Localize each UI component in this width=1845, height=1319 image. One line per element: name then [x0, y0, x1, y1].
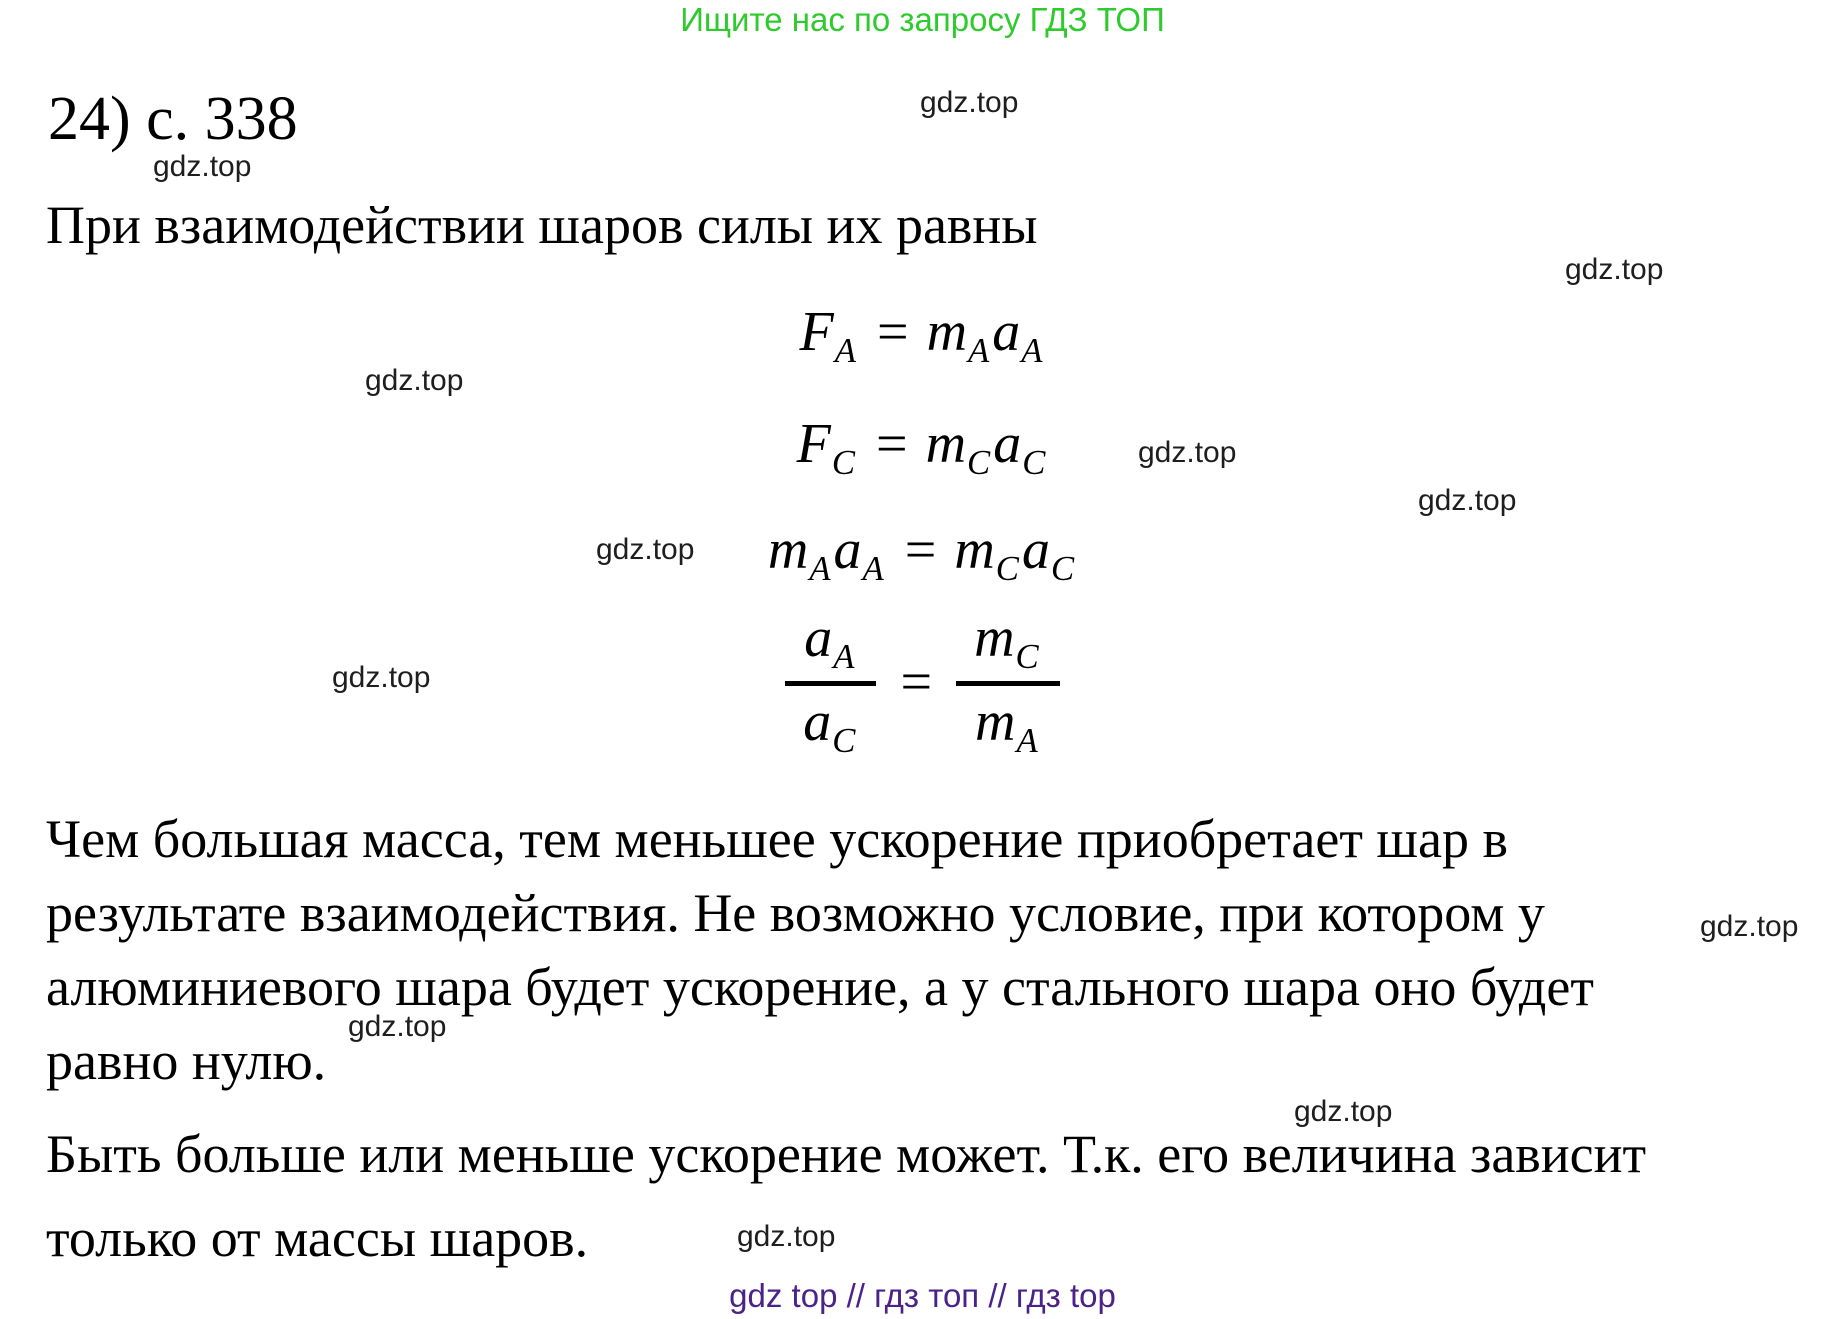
math-var: m [926, 301, 968, 363]
gdz-watermark: gdz.top [153, 150, 252, 183]
math-sub: C [995, 548, 1019, 588]
formula-fc [0, 414, 1845, 482]
math-sub: C [831, 442, 855, 482]
formula-equality [0, 520, 1845, 588]
math-var: m [925, 413, 967, 475]
paragraph-acceleration [46, 1112, 1646, 1280]
gdz-watermark: gdz.top [365, 364, 464, 397]
math-sub: C [1022, 442, 1046, 482]
gdz-watermark: gdz.top [348, 1010, 447, 1043]
gdz-watermark: gdz.top [737, 1220, 836, 1253]
math-var: m [975, 690, 1016, 753]
paragraph-line: Быть больше или меньше ускорение может. Т.к. его величина зависит [46, 1124, 1647, 1184]
paragraph-mass [46, 802, 1594, 1098]
math-var: a [804, 607, 833, 669]
math-var: F [799, 301, 834, 363]
math-sub: C [832, 720, 856, 760]
math-var: a [993, 413, 1022, 475]
math-sub: A [862, 548, 884, 588]
paragraph-line: только от массы шаров. [46, 1208, 589, 1268]
math-sub: A [968, 330, 990, 370]
formula-fa [0, 302, 1845, 370]
paragraph-line: результате взаимодействия. Не возможно условие, при котором у [46, 883, 1545, 943]
gdz-watermark: gdz.top [1418, 484, 1517, 517]
math-sub: A [809, 548, 831, 588]
gdz-watermark: gdz.top [1700, 910, 1799, 943]
math-var: m [954, 519, 995, 581]
math-var: a [803, 690, 832, 753]
math-sub: A [833, 636, 855, 676]
gdz-watermark: gdz.top [1565, 253, 1664, 286]
page-title: 24) с. 338 [48, 85, 298, 153]
math-sub: C [1050, 548, 1075, 588]
paragraph-line: Чем большая масса, тем меньшее ускорение приобретает шар в [46, 809, 1508, 869]
math-var: F [796, 413, 831, 475]
gdz-watermark: gdz.top [596, 533, 695, 566]
paragraph-intro: При взаимодействии шаров силы их равны [46, 195, 1038, 255]
paragraph-line: алюминиевого шара будет ускорение, а у стального шара оно будет [46, 957, 1594, 1017]
gdz-watermark: gdz.top [332, 661, 431, 694]
equals-sign: = [904, 519, 937, 581]
math-var: m [767, 519, 809, 581]
equals-sign: = [876, 413, 908, 475]
formula-ratio [0, 606, 1845, 760]
equals-sign: = [876, 301, 909, 363]
paragraph-line: равно нулю. [46, 1031, 327, 1091]
fraction-bar [785, 681, 876, 686]
promo-banner: Ищите нас по запросу ГДЗ ТОП [680, 1, 1165, 38]
math-sub: C [1015, 636, 1039, 676]
footer-branding: gdz top // гдз топ // гдз top [729, 1277, 1116, 1314]
fraction-right [956, 606, 1060, 760]
equals-sign: = [900, 651, 933, 714]
math-var: m [974, 607, 1015, 669]
gdz-watermark: gdz.top [1294, 1095, 1393, 1128]
math-sub: A [1016, 720, 1038, 760]
gdz-watermark: gdz.top [1138, 436, 1237, 469]
math-sub: A [834, 330, 856, 370]
math-var: a [833, 519, 862, 581]
math-var: a [992, 301, 1021, 363]
math-var: a [1021, 519, 1050, 581]
math-sub: C [967, 442, 991, 482]
gdz-watermark: gdz.top [920, 86, 1019, 119]
math-sub: A [1021, 330, 1043, 370]
fraction-left [785, 606, 876, 760]
fraction-bar [956, 681, 1060, 686]
